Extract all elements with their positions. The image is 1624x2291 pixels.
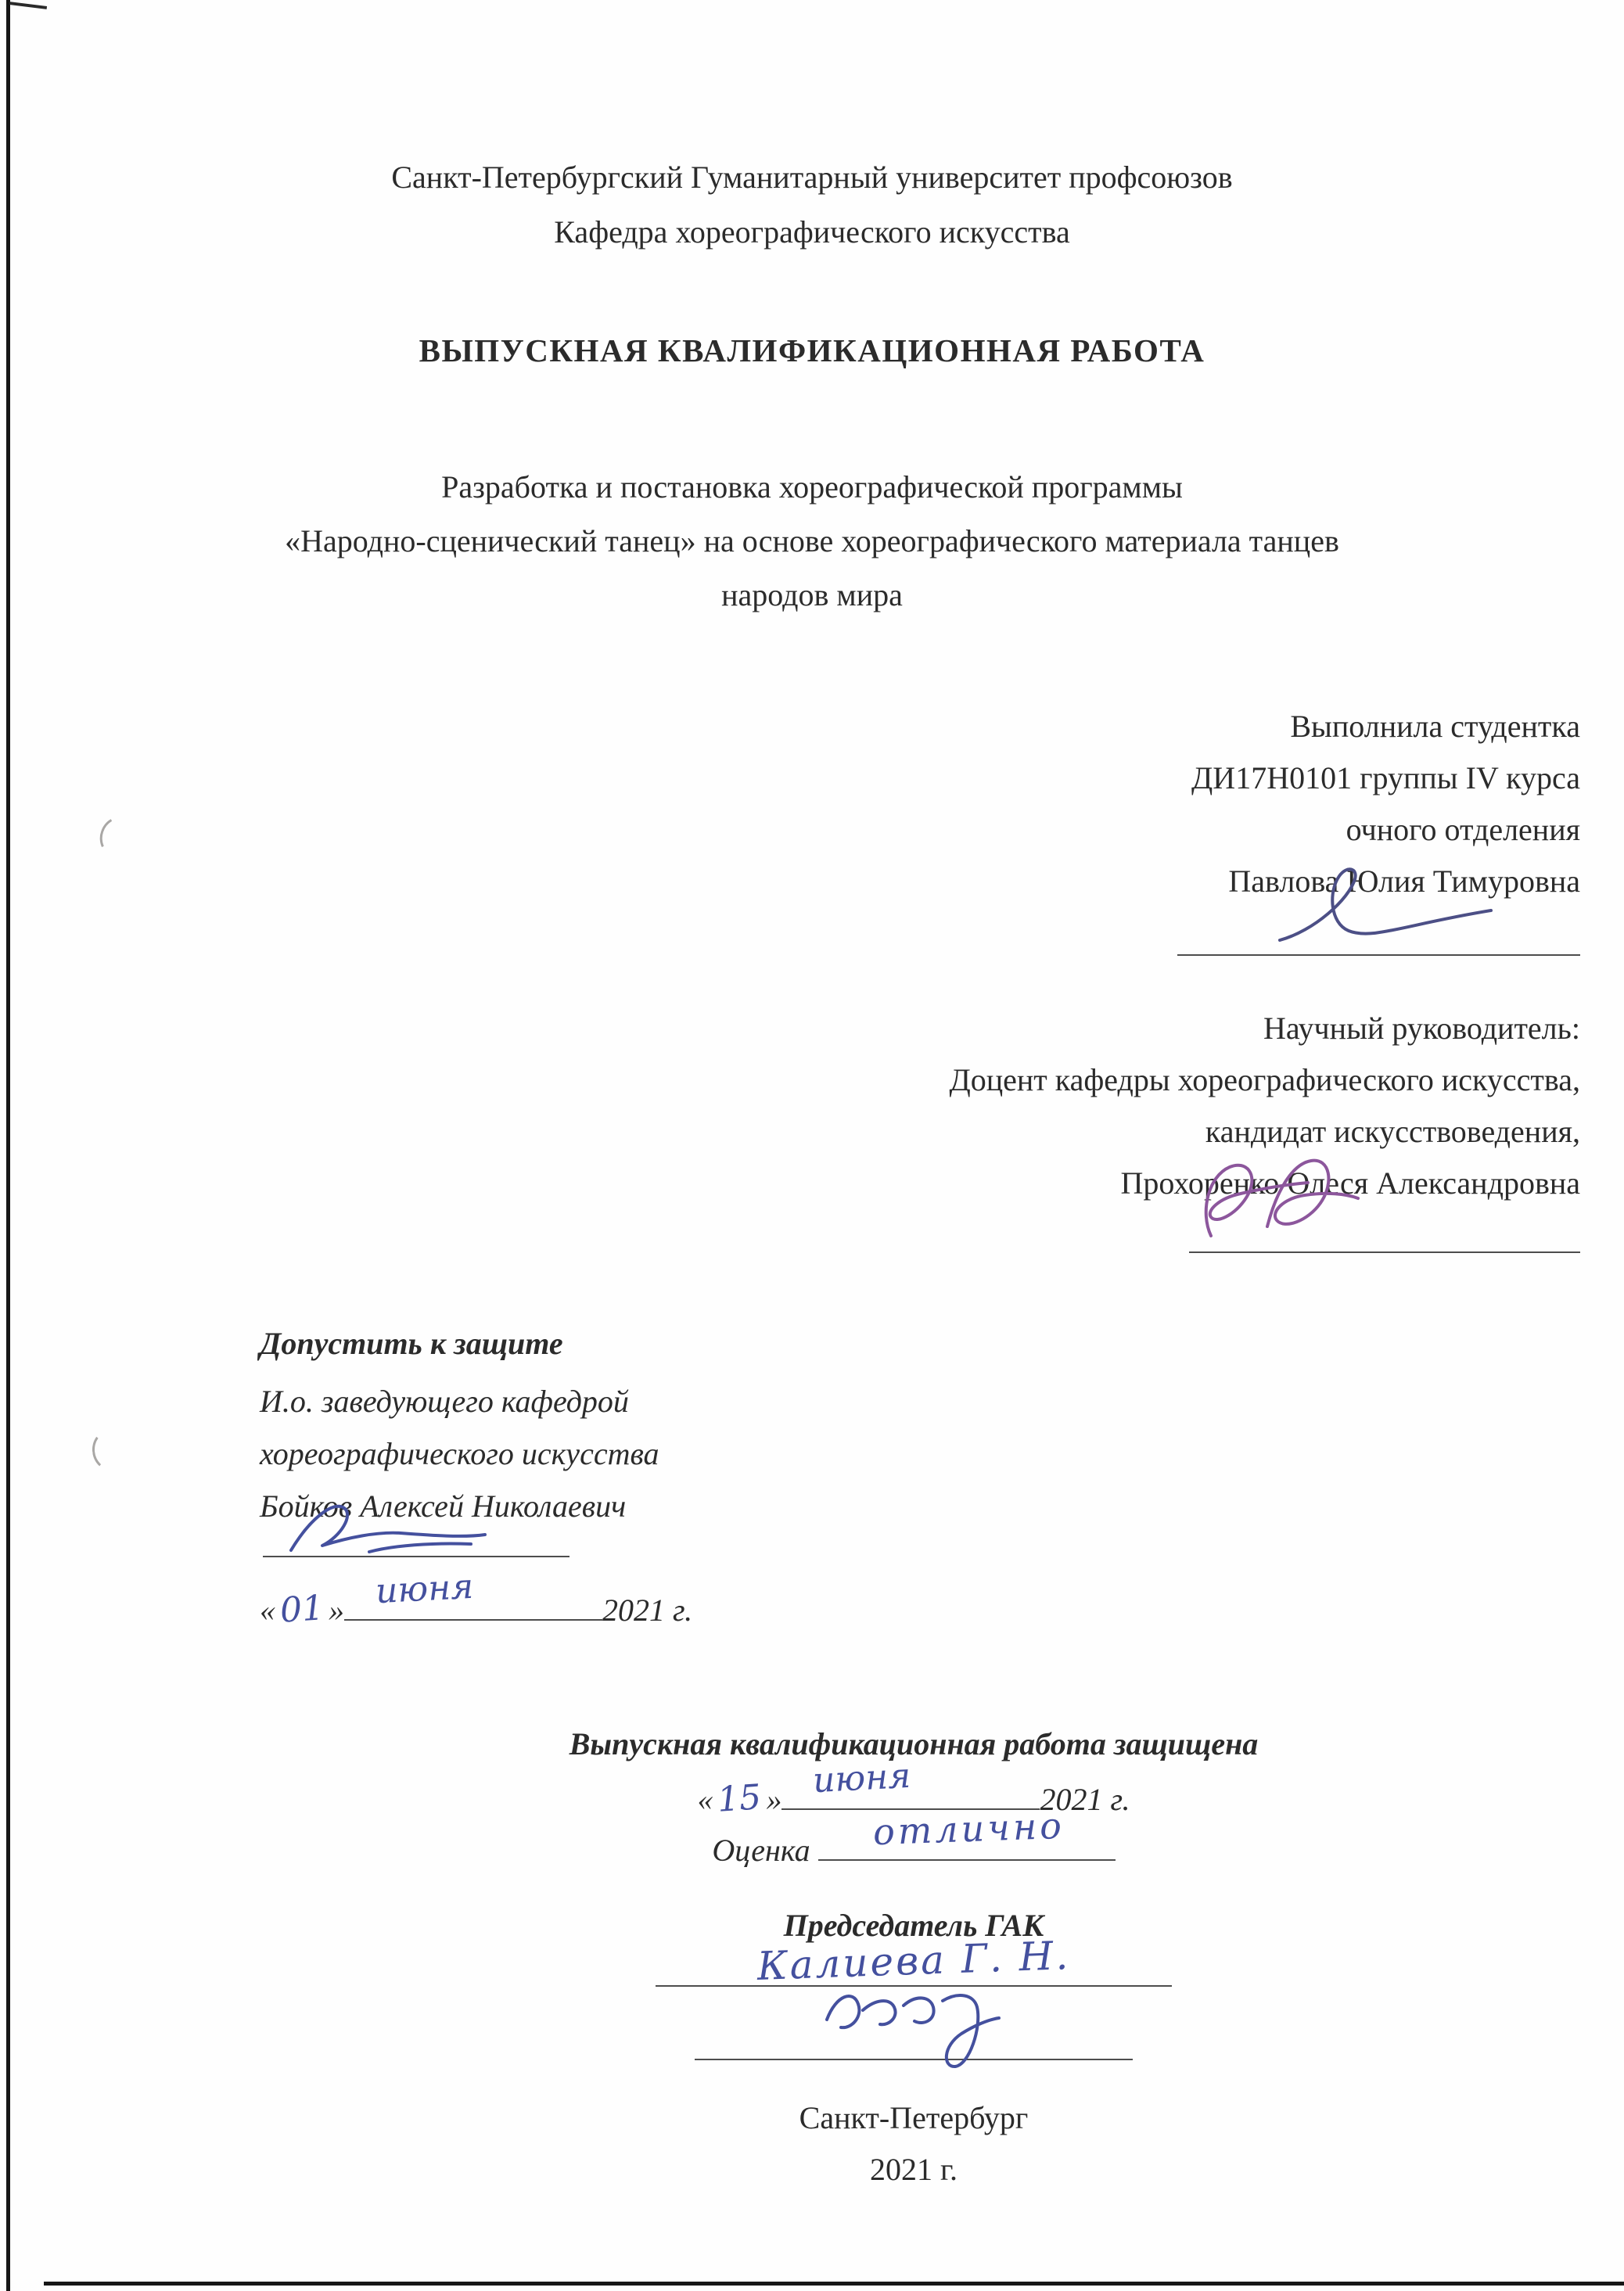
supervisor-signature (1173, 1148, 1377, 1258)
defense-date-year: 2021 г. (1040, 1782, 1130, 1817)
supervisor-block (720, 1003, 1580, 1209)
grade-line (818, 1804, 1116, 1861)
department-name: Кафедра хореографического искусства (554, 214, 1070, 250)
topic-line: народов мира (721, 577, 903, 612)
topic-line: «Народно-сценический танец» на основе хореографического материала танцев (285, 523, 1339, 558)
quote-close: » (766, 1782, 782, 1817)
approval-date-month-handwritten: июня (374, 1566, 475, 1612)
defense-date-day-handwritten: 15 (716, 1777, 763, 1820)
thesis-topic (23, 460, 1601, 622)
chairman-signature-line (695, 2016, 1133, 2060)
approval-department-line: хореографического искусства (260, 1436, 659, 1471)
footer-city: Санкт-Петербург (799, 2100, 1029, 2135)
approval-position-line: И.о. заведующего кафедрой (260, 1384, 629, 1419)
document-type-title: ВЫПУСКНАЯ КВАЛИФИКАЦИОННАЯ РАБОТА (419, 332, 1205, 368)
approval-date-row (260, 1566, 693, 1631)
student-name: Павлова Юлия Тимуровна (1228, 864, 1580, 899)
grade-label: Оценка (712, 1833, 810, 1868)
quote-open: « (260, 1593, 275, 1628)
scan-corner-smudge (9, 2, 47, 9)
supervisor-position: Доцент кафедры хореографического искусства, (949, 1062, 1580, 1097)
scan-artifact-arc-2 (90, 1428, 130, 1473)
supervisor-name: Прохоренко Олеся Александровна (1120, 1165, 1580, 1201)
chairman-label: Председатель ГАК (783, 1908, 1044, 1943)
scan-artifact-arc-1 (95, 812, 142, 862)
grade-row (203, 1804, 1624, 1869)
approval-date-day-handwritten: 01 (278, 1588, 325, 1631)
chairman-name-handwritten: Калиева Г. Н. (756, 1933, 1072, 1989)
approval-signature (275, 1483, 494, 1569)
supervisor-degree: кандидат искусствоведения, (1205, 1114, 1580, 1149)
student-study-form: очного отделения (1346, 812, 1580, 847)
student-role: Выполнила студентка (1290, 709, 1580, 744)
header-block (23, 150, 1601, 260)
defense-title: Выпускная квалификационная работа защищена (569, 1726, 1259, 1761)
quote-open: « (697, 1782, 713, 1817)
quote-close: » (329, 1593, 344, 1628)
grade-value-handwritten: отлично (871, 1804, 1065, 1854)
university-name: Санкт-Петербургский Гуманитарный университет профсоюзов (391, 160, 1233, 195)
approval-date-year: 2021 г. (602, 1593, 693, 1628)
student-group: ДИ17Н0101 группы IV курса (1191, 760, 1580, 795)
supervisor-role: Научный руководитель: (1263, 1011, 1580, 1046)
defense-date-month-handwritten: июня (812, 1755, 912, 1801)
scan-edge-bottom (44, 2282, 1624, 2286)
approval-title: Допустить к защите (260, 1326, 563, 1361)
chairman-signature-row (203, 2016, 1624, 2068)
scan-edge-left (6, 0, 10, 2291)
approval-head-name: Бойков Алексей Николаевич (260, 1488, 627, 1524)
footer-year: 2021 г. (870, 2152, 958, 2187)
approval-date-month-line (344, 1566, 602, 1621)
chairman-signature (816, 1971, 1011, 2081)
student-signature (1267, 859, 1502, 961)
topic-line: Разработка и постановка хореографической программы (441, 469, 1183, 505)
